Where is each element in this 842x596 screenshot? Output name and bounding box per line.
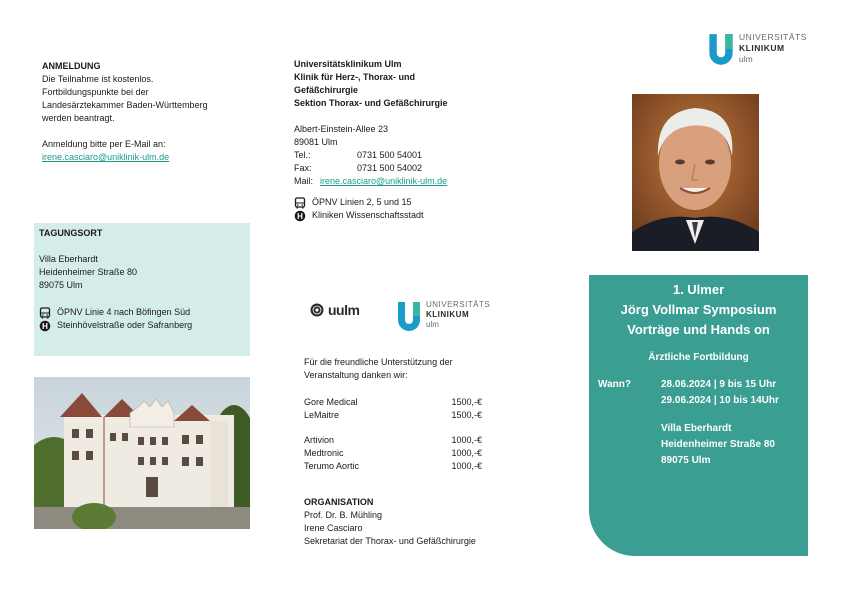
bus-icon bbox=[39, 307, 51, 319]
uniklinik-logo-text bbox=[739, 32, 807, 65]
clinic-bus-text: ÖPNV Linien 2, 5 und 15 bbox=[312, 197, 412, 207]
event-venue-line: 89075 Ulm bbox=[661, 455, 711, 466]
registration-section bbox=[42, 60, 262, 164]
venue-stop-text: Steinhövelstraße oder Safranberg bbox=[57, 320, 193, 330]
date-line: 28.06.2024 | 9 bis 15 Uhr bbox=[661, 379, 777, 390]
clinic-stop-line bbox=[294, 209, 524, 222]
venue-box bbox=[34, 223, 250, 356]
logo-text-line: KLINIKUM bbox=[426, 310, 470, 319]
organisation-section bbox=[304, 496, 524, 548]
logo-text-line: UNIVERSITÄTS bbox=[739, 32, 807, 42]
org-department: Klinik für Herz-, Thorax- und bbox=[294, 72, 416, 82]
venue-heading: TAGUNGSORT bbox=[39, 228, 103, 238]
organisation-line: Sekretariat der Thorax- und Gefäßchirurgie bbox=[304, 536, 476, 546]
fax-row bbox=[294, 162, 524, 175]
bus-stop-icon bbox=[294, 210, 306, 222]
sponsor-row bbox=[304, 460, 482, 473]
date-line: 29.06.2024 | 10 bis 14Uhr bbox=[661, 395, 779, 406]
svg-text:H: H bbox=[42, 321, 48, 331]
sponsor-amount: 1000,-€ bbox=[451, 461, 482, 471]
registration-email-link[interactable]: irene.casciaro@uniklinik-ulm.de bbox=[42, 152, 170, 162]
tel-value: 0731 500 54001 bbox=[357, 150, 423, 160]
venue-city: 89075 Ulm bbox=[39, 280, 83, 290]
email-intro: Anmeldung bitte per E-Mail an: bbox=[42, 139, 166, 149]
org-name: Universitätsklinikum Ulm bbox=[294, 59, 402, 69]
sponsor-row bbox=[304, 434, 482, 447]
registration-line: Fortbildungspunkte bei der bbox=[42, 87, 149, 97]
event-dates bbox=[589, 377, 808, 409]
organisation-line: Irene Casciaro bbox=[304, 523, 363, 533]
logo-text-line: ulm bbox=[426, 320, 439, 329]
venue-bus-text: ÖPNV Linie 4 nach Böfingen Süd bbox=[57, 307, 191, 317]
event-venue bbox=[589, 421, 808, 469]
fax-value: 0731 500 54002 bbox=[357, 163, 423, 173]
registration-line: Die Teilnahme ist kostenlos. bbox=[42, 74, 154, 84]
mail-label: Mail: bbox=[294, 176, 314, 186]
venue-street: Heidenheimer Straße 80 bbox=[39, 267, 138, 277]
mail-row bbox=[294, 175, 524, 188]
registration-line: Landesärztekammer Baden-Württemberg bbox=[42, 100, 208, 110]
sponsor-amount: 1000,-€ bbox=[451, 435, 482, 445]
sponsors-intro: Veranstaltung danken wir: bbox=[304, 370, 408, 380]
date-list bbox=[661, 377, 779, 409]
venue-stop-line bbox=[39, 319, 245, 332]
sponsor-name: Medtronic bbox=[304, 448, 344, 458]
uulm-wordmark: uulm bbox=[328, 302, 360, 318]
address-street: Albert-Einstein-Allee 23 bbox=[294, 124, 389, 134]
registration-heading: ANMELDUNG bbox=[42, 61, 101, 71]
address-city: 89081 Ulm bbox=[294, 137, 338, 147]
uniklinik-u-icon bbox=[396, 300, 422, 334]
sponsor-amount: 1500,-€ bbox=[451, 410, 482, 420]
fax-label: Fax: bbox=[294, 163, 312, 173]
logo-text-line: KLINIKUM bbox=[739, 43, 785, 53]
bus-stop-icon bbox=[39, 320, 51, 332]
org-section: Sektion Thorax- und Gefäßchirurgie bbox=[294, 98, 448, 108]
sponsors-intro: Für die freundliche Unterstützung der bbox=[304, 357, 453, 367]
sponsor-amount: 1000,-€ bbox=[451, 448, 482, 458]
sponsor-name: LeMaitre bbox=[304, 410, 340, 420]
sponsor-row bbox=[304, 447, 482, 460]
clinic-bus-line bbox=[294, 196, 524, 209]
venue-bus-line bbox=[39, 306, 245, 319]
portrait-photo bbox=[632, 94, 759, 251]
sponsor-amount: 1500,-€ bbox=[451, 397, 482, 407]
uniklinik-u-icon bbox=[707, 32, 735, 68]
event-venue-line: Heidenheimer Straße 80 bbox=[661, 439, 775, 450]
when-label: Wann? bbox=[598, 379, 631, 390]
event-title-line: Vorträge und Hands on bbox=[627, 322, 770, 337]
contact-address bbox=[294, 58, 524, 222]
uniklinik-logo-right bbox=[707, 32, 807, 68]
event-title-line: Jörg Vollmar Symposium bbox=[620, 302, 777, 317]
clinic-stop-text: Kliniken Wissenschaftsstadt bbox=[312, 210, 424, 220]
uniklinik-logo-middle bbox=[396, 300, 490, 334]
logo-text-line: ulm bbox=[739, 54, 753, 64]
organisation-line: Prof. Dr. B. Mühling bbox=[304, 510, 383, 520]
tel-label: Tel.: bbox=[294, 150, 311, 160]
sponsor-row bbox=[304, 409, 482, 422]
sponsor-name: Artivion bbox=[304, 435, 335, 445]
sponsor-name: Gore Medical bbox=[304, 397, 358, 407]
svg-text:H: H bbox=[297, 211, 303, 221]
villa-photo bbox=[34, 377, 250, 529]
tel-row bbox=[294, 149, 524, 162]
sponsors-section bbox=[304, 356, 504, 473]
uulm-logo bbox=[310, 300, 359, 320]
event-panel bbox=[589, 275, 808, 556]
sponsor-name: Terumo Aortic bbox=[304, 461, 360, 471]
registration-line: werden beantragt. bbox=[42, 113, 115, 123]
sponsor-row bbox=[304, 396, 482, 409]
event-subtitle: Ärztliche Fortbildung bbox=[648, 352, 749, 363]
uniklinik-logo-text bbox=[426, 300, 490, 330]
contact-email-link[interactable]: irene.casciaro@uniklinik-ulm.de bbox=[320, 176, 448, 186]
event-title-line: 1. Ulmer bbox=[672, 282, 725, 297]
event-venue-line: Villa Eberhardt bbox=[661, 423, 732, 434]
uulm-seal-icon bbox=[310, 303, 324, 317]
bus-icon bbox=[294, 197, 306, 209]
venue-name: Villa Eberhardt bbox=[39, 254, 98, 264]
logo-text-line: UNIVERSITÄTS bbox=[426, 300, 491, 309]
organisation-heading: ORGANISATION bbox=[304, 497, 374, 507]
org-department: Gefäßchirurgie bbox=[294, 85, 359, 95]
